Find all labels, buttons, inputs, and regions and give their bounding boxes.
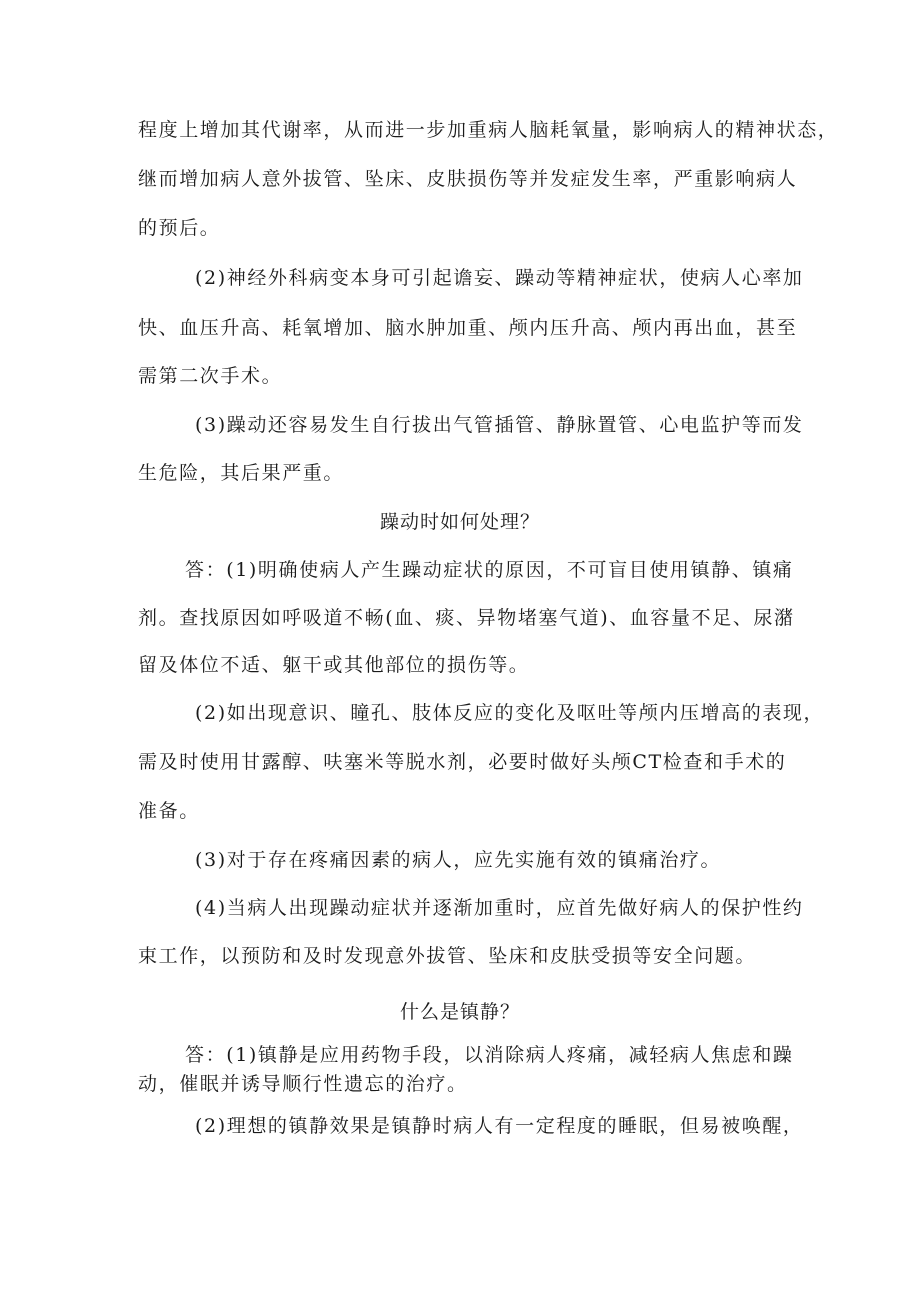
section-heading: 躁动时如何处理？ — [379, 511, 540, 533]
paragraph-line: (3)躁动还容易发生自行拔出气管插管、静脉置管、心电监护等而发 — [195, 414, 804, 436]
paragraph-line: 准备。 — [138, 800, 200, 822]
paragraph-line: 生危险，其后果严重。 — [138, 462, 345, 484]
paragraph-line: 继而增加病人意外拔管、坠床、皮肤损伤等并发症发生率，严重影响病人 — [138, 168, 798, 190]
paragraph-line: (2)神经外科病变本身可引起谵妄、躁动等精神症状，使病人心率加 — [195, 267, 804, 289]
paragraph-line: 需第二次手术。 — [138, 365, 283, 387]
paragraph-line: 束工作，以预防和及时发现意外拔管、坠床和皮肤受损等安全问题。 — [138, 945, 757, 967]
paragraph-line: 答：(1)明确使病人产生躁动症状的原因，不可盲目使用镇静、镇痛 — [185, 559, 794, 581]
paragraph-line: 动，催眠并诱导顺行性遗忘的治疗。 — [138, 1073, 468, 1095]
paragraph-line: 的预后。 — [138, 217, 221, 239]
paragraph-line: 程度上增加其代谢率，从而进一步加重病人脑耗氧量，影响病人的精神状态， — [138, 119, 839, 141]
section-heading: 什么是镇静？ — [399, 1001, 520, 1023]
paragraph-line: 剂。查找原因如呼吸道不畅(血、痰、异物堵塞气道)、血容量不足、尿潴 — [138, 607, 795, 629]
paragraph-line: (2)如出现意识、瞳孔、肢体反应的变化及呕吐等颅内压增高的表现， — [195, 702, 825, 724]
paragraph-line: 快、血压升高、耗氧增加、脑水肿加重、颅内压升高、颅内再出血，甚至 — [138, 317, 798, 339]
paragraph-line: 留及体位不适、躯干或其他部位的损伤等。 — [138, 654, 530, 676]
paragraph-line: (2)理想的镇静效果是镇静时病人有一定程度的睡眠，但易被唤醒， — [195, 1115, 804, 1137]
paragraph-line: (4)当病人出现躁动症状并逐渐加重时，应首先做好病人的保护性约 — [195, 897, 804, 919]
paragraph-line: (3)对于存在疼痛因素的病人，应先实施有效的镇痛治疗。 — [195, 849, 722, 871]
paragraph-line: 需及时使用甘露醇、呋塞米等脱水剂，必要时做好头颅CT检查和手术的 — [138, 751, 787, 773]
paragraph-line: 答：(1)镇静是应用药物手段，以消除病人疼痛，减轻病人焦虑和躁 — [185, 1044, 794, 1066]
